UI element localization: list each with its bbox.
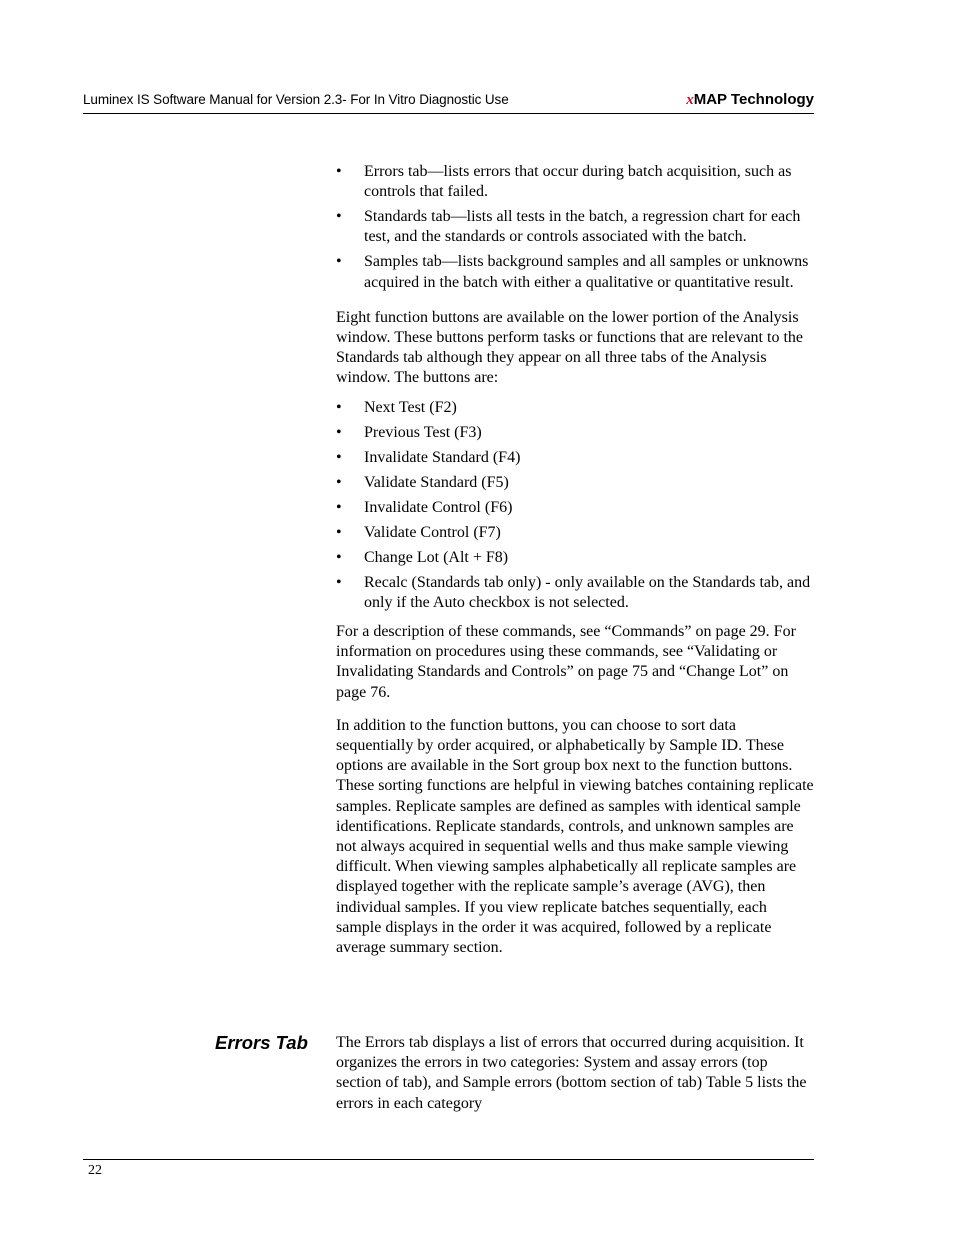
list-item: • Standards tab—lists all tests in the batch, a regression chart for each test, and the standards or controls associated with the batch. [336,208,801,246]
bullet-glyph: • [336,548,342,566]
brand-rest: MAP Technology [693,91,814,108]
sort-paragraph: In addition to the function buttons, you can choose to sort data sequentially by order acquired, or alphabetically by Sample ID. These options are available in the Sort group box next to the function buttons. These sorting functions are helpful in viewing batches containing replicate samples. Replicate samples are defined as samples with identical sample identifications. Replicate standards, controls, and unknown samples are not always acquired in sequential wells and thus make sample viewing difficult. When viewing samples alphabetically all replicate samples are displayed together with the replicate sample’s average (AVG), then individual samples. If you view replicate batches sequentially, each sample displays in the order it was acquired, followed by a replicate average summary section. [336,716,814,957]
page-footer [83,1159,814,1178]
bullet-glyph: • [336,253,342,271]
list-item: • Validate Standard (F5) [336,473,816,493]
list-item: • Next Test (F2) [336,398,816,418]
commands-paragraph: For a description of these commands, see “Commands” on page 29. For information on procedures using these commands, see “Validating or Invalidating Standards and Controls” on page 75 and “Change Lot” on page 76. [336,623,796,701]
brand-name [686,91,814,109]
button-bullet-list [336,398,816,613]
list-item: • Recalc (Standards tab only) - only available on the Standards tab, and only if the Auto checkbox is not selected. [336,573,811,611]
tab-bullet-list [336,162,816,293]
list-item: • Validate Control (F7) [336,523,816,543]
errors-tab-heading: Errors Tab [215,1032,308,1053]
list-item: • Errors tab—lists errors that occur during batch acquisition, such as controls that failed. [336,163,792,201]
list-item: • Previous Test (F3) [336,423,816,443]
manual-title: Luminex IS Software Manual for Version 2.3- For In Vitro Diagnostic Use [83,92,509,107]
bullet-glyph: • [336,573,342,591]
function-intro-paragraph: Eight function buttons are available on the lower portion of the Analysis window. These buttons perform tasks or functions that are relevant to the Standards tab although they appear on all three tabs of the Analysis window. The buttons are: [336,308,803,387]
main-content [336,162,816,958]
bullet-glyph: • [336,398,342,416]
list-item: • Invalidate Standard (F4) [336,448,816,468]
brand-x: x [686,92,694,108]
bullet-glyph: • [336,208,342,226]
bullet-glyph: • [336,473,342,491]
list-item: • Change Lot (Alt + F8) [336,548,816,568]
bullet-glyph: • [336,523,342,541]
list-item: • Invalidate Control (F6) [336,498,816,518]
page-header [83,92,814,114]
bullet-glyph: • [336,498,342,516]
page-number: 22 [88,1163,102,1178]
bullet-glyph: • [336,163,342,180]
bullet-glyph: • [336,448,342,466]
bullet-glyph: • [336,423,342,441]
errors-tab-paragraph: The Errors tab displays a list of errors that occurred during acquisition. It organizes the errors in two categories: System and assay errors (top section of tab), and Sample errors (bottom section of tab) Table 5 lists the errors in each category [336,1034,807,1112]
list-item: • Samples tab—lists background samples and all samples or unknowns acquired in the batch with either a qualitative or quantitative result. [336,253,809,291]
